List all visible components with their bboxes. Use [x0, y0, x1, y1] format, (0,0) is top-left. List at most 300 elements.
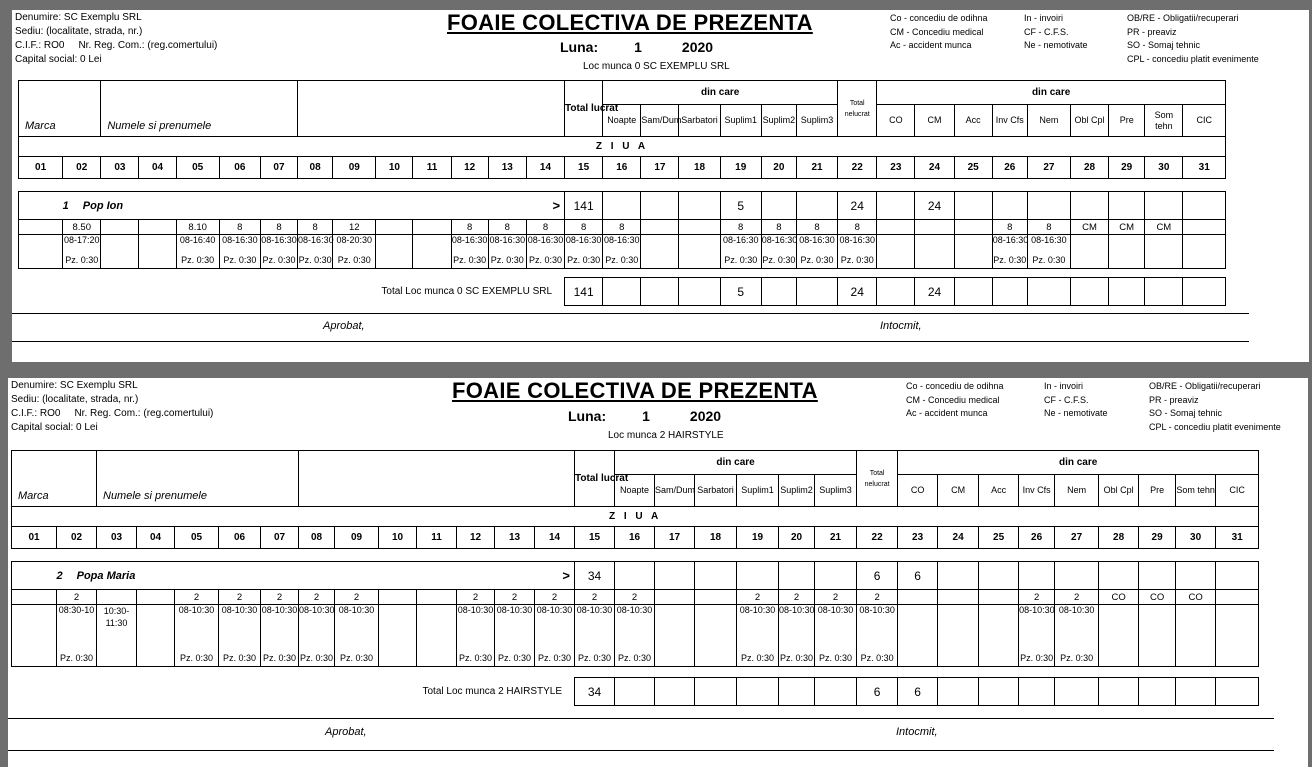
day-hours-cell: 8 [219, 220, 260, 235]
day-in-out: 08-10:30 [737, 605, 779, 651]
spacer [19, 179, 1226, 192]
day-in-out [137, 605, 175, 651]
company-cif: C.I.F.: RO0 [15, 40, 65, 51]
day-in-out [19, 235, 63, 253]
day-hours-cell: 8 [603, 220, 641, 235]
day-number: 23 [898, 527, 938, 549]
spacer [12, 549, 1259, 562]
day-number: 14 [535, 527, 575, 549]
day-number: 18 [695, 527, 737, 549]
numele-header: Numele si prenumele [97, 451, 299, 507]
legend-item: SO - Somaj tehnic [1127, 40, 1201, 50]
day-in-out: 08-10:30 [175, 605, 219, 651]
day-in-out: 08-10:30 [535, 605, 575, 651]
suplim2-header: Suplim2 [761, 105, 796, 137]
noapte-cell [603, 278, 641, 306]
day-in-out: 08-10:30 [457, 605, 495, 651]
day-pause: Pz. 0:30 [488, 253, 526, 269]
document-title: FOAIE COLECTIVA DE PREZENTA [452, 378, 818, 403]
legend-col-2 [1044, 380, 1108, 421]
day-pause: Pz. 0:30 [63, 253, 101, 269]
day-hours-cell: 2 [335, 590, 379, 605]
day-hours-cell: 8.50 [63, 220, 101, 235]
aprobat-label: Aprobat, [325, 726, 367, 738]
day-pause: Pz. 0:30 [176, 253, 219, 269]
intocmit-label: Intocmit, [880, 320, 922, 332]
day-number: 06 [219, 157, 260, 179]
day-in-out: 08-10:30 [219, 605, 261, 651]
day-pause [12, 651, 57, 667]
legend-item: Ne - nemotivate [1044, 408, 1108, 418]
day-number: 04 [137, 527, 175, 549]
employee-suplim1: 5 [720, 192, 761, 220]
noapte-cell [615, 562, 655, 590]
absence-cell [1145, 278, 1183, 306]
company-name: Denumire: SC Exemplu SRL [15, 12, 142, 23]
absence-cell [1019, 562, 1055, 590]
day-pause: Pz. 0:30 [298, 253, 333, 269]
ziua-header: Z I U A [19, 137, 1226, 157]
day-pause: Pz. 0:30 [575, 651, 615, 667]
legend-item: CM - Concediu medical [890, 26, 984, 37]
marca-header: Marca [12, 451, 97, 507]
employee-total-lucrat: 34 [575, 562, 615, 590]
day-in-out: 08-10:30 [335, 605, 379, 651]
absence-cell [1145, 192, 1183, 220]
legend-item: Ac - accident munca [906, 408, 988, 418]
sam-dum-cell [641, 278, 679, 306]
absence-cell [992, 278, 1027, 306]
total-loc-munca-label: Total Loc munca 2 HAIRSTYLE [12, 678, 575, 706]
day-in-out: 08-16:30 [992, 235, 1027, 253]
absence-cell [1027, 192, 1070, 220]
day-hours-cell: 2 [1019, 590, 1055, 605]
day-in-out [12, 605, 57, 651]
day-hours-cell [101, 220, 139, 235]
day-in-out [877, 235, 915, 253]
day-number: 02 [63, 157, 101, 179]
day-hours-cell [877, 220, 915, 235]
day-pause [1109, 253, 1145, 269]
day-hours-cell: 2 [575, 590, 615, 605]
day-hours-cell: CM [1070, 220, 1108, 235]
legend-item: Co - concediu de odihna [890, 13, 988, 23]
day-in-out: 08-16:30 [565, 235, 603, 253]
day-number: 16 [603, 157, 641, 179]
day-number: 23 [877, 157, 915, 179]
co-header: CO [877, 105, 915, 137]
day-in-out [376, 235, 413, 253]
employee-co: 6 [898, 562, 938, 590]
timesheet-sheet-2 [8, 378, 1308, 767]
day-number: 19 [720, 157, 761, 179]
sam-dum-cell [641, 192, 679, 220]
blank-header [298, 81, 565, 137]
day-in-out: 08-16:30 [1027, 235, 1070, 253]
day-number: 29 [1139, 527, 1176, 549]
absence-cell [1176, 562, 1216, 590]
total-co-value [877, 278, 915, 306]
absence-cell [1216, 562, 1259, 590]
company-address: Sediu: (localitate, strada, nr.) [11, 394, 139, 405]
employee-detail-arrow[interactable]: > [139, 192, 565, 220]
day-number: 14 [526, 157, 564, 179]
total-lucrat-value: 141 [565, 278, 603, 306]
day-hours-cell [97, 590, 137, 605]
day-pause: Pz. 0:30 [219, 253, 260, 269]
day-in-out [1109, 235, 1145, 253]
sam-dum-cell [655, 562, 695, 590]
suplim1-header: Suplim1 [720, 105, 761, 137]
day-number: 27 [1027, 157, 1070, 179]
aprobat-label: Aprobat, [323, 320, 365, 332]
day-pause: Pz. 0:30 [815, 651, 857, 667]
inv-cfs-header: Inv Cfs [992, 105, 1027, 137]
day-pause [417, 651, 457, 667]
day-number: 11 [417, 527, 457, 549]
day-pause: Pz. 0:30 [57, 651, 97, 667]
day-number: 11 [413, 157, 451, 179]
total-lucrat-header: Total lucrat [565, 81, 603, 137]
day-pause: Pz. 0:30 [219, 651, 261, 667]
day-hours-cell [979, 590, 1019, 605]
day-number: 25 [979, 527, 1019, 549]
day-pause [137, 651, 175, 667]
employee-pad [19, 192, 63, 220]
absence-cell [1183, 192, 1226, 220]
day-number: 02 [57, 527, 97, 549]
day-pause [954, 253, 992, 269]
day-in-out: 08-16:30 [260, 235, 297, 253]
day-in-out: 08-17:20 [63, 235, 101, 253]
day-pause [1139, 651, 1176, 667]
day-number: 22 [857, 527, 898, 549]
day-hours-cell: 8 [992, 220, 1027, 235]
day-pause [1145, 253, 1183, 269]
day-pause [379, 651, 417, 667]
day-number: 31 [1216, 527, 1259, 549]
suplim2-cell [761, 192, 796, 220]
day-pause: Pz. 0:30 [1027, 253, 1070, 269]
day-pause [679, 253, 720, 269]
day-number: 26 [992, 157, 1027, 179]
nem-header: Nem [1027, 105, 1070, 137]
day-hours-cell: 8 [298, 220, 333, 235]
legend-item: CF - C.F.S. [1044, 394, 1089, 405]
legend-item: CF - C.F.S. [1024, 26, 1069, 37]
day-in-out: 08-10:30 [495, 605, 535, 651]
cm-header: CM [938, 475, 979, 507]
absence-cell [1019, 678, 1055, 706]
day-in-out [413, 235, 451, 253]
day-in-out [1145, 235, 1183, 253]
legend-item: Ne - nemotivate [1024, 40, 1088, 50]
absence-cell [1070, 278, 1108, 306]
divider [8, 750, 1274, 751]
legend-col-3 [1149, 380, 1281, 434]
absence-cell [1027, 278, 1070, 306]
day-hours-cell [641, 220, 679, 235]
day-hours-cell [938, 590, 979, 605]
total-nelucrat-header: Total nelucrat [838, 81, 877, 137]
day-pause: Pz. 0:30 [457, 651, 495, 667]
luna-label: Luna: [560, 39, 599, 55]
day-number: 13 [488, 157, 526, 179]
day-in-out [898, 605, 938, 651]
cm-header: CM [915, 105, 954, 137]
absence-cell [1099, 678, 1139, 706]
ziua-header: Z I U A [12, 507, 1259, 527]
divider [8, 718, 1274, 719]
sarbatori-cell [695, 562, 737, 590]
day-pause: Pz. 0:30 [779, 651, 815, 667]
day-number: 01 [19, 157, 63, 179]
day-pause [915, 253, 954, 269]
suplim1-header: Suplim1 [737, 475, 779, 507]
day-hours-cell: 12 [333, 220, 376, 235]
marca-header: Marca [19, 81, 101, 137]
day-hours-cell: 8 [488, 220, 526, 235]
day-number: 12 [451, 157, 488, 179]
day-hours-cell: 2 [299, 590, 335, 605]
day-number: 05 [176, 157, 219, 179]
timesheet-table [18, 80, 1226, 306]
day-number: 18 [679, 157, 720, 179]
suplim2-cell [761, 278, 796, 306]
month-line [560, 39, 713, 55]
day-number: 29 [1109, 157, 1145, 179]
som-tehn-header: Som tehn [1145, 105, 1183, 137]
spacer [19, 269, 1226, 278]
day-pause: Pz. 0:30 [333, 253, 376, 269]
day-pause: Pz. 0:30 [1055, 651, 1099, 667]
year-value: 2020 [681, 39, 714, 55]
loc-munca-label: Loc munca 0 SC EXEMPLU SRL [583, 61, 730, 72]
employee-total-nelucrat: 6 [857, 562, 898, 590]
day-hours-cell: 8 [720, 220, 761, 235]
day-hours-cell: 2 [57, 590, 97, 605]
day-in-out [101, 235, 139, 253]
employee-name: Pop Ion [82, 199, 124, 212]
employee-detail-arrow[interactable]: > [137, 562, 575, 590]
day-hours-cell [376, 220, 413, 235]
legend-item: Co - concediu de odihna [906, 381, 1004, 391]
suplim3-cell [815, 678, 857, 706]
day-pause [19, 253, 63, 269]
day-number: 31 [1183, 157, 1226, 179]
legend-item: In - invoiri [1044, 381, 1084, 391]
divider [12, 341, 1249, 342]
obl-cpl-header: Obl Cpl [1099, 475, 1139, 507]
day-number: 07 [261, 527, 299, 549]
company-address: Sediu: (localitate, strada, nr.) [15, 26, 143, 37]
day-in-out: 08-16:30 [603, 235, 641, 253]
day-number: 30 [1176, 527, 1216, 549]
day-hours-cell: 2 [495, 590, 535, 605]
day-hours-cell: 8 [796, 220, 837, 235]
day-number: 21 [796, 157, 837, 179]
day-pause: Pz. 0:30 [261, 651, 299, 667]
obl-cpl-header: Obl Cpl [1070, 105, 1108, 137]
day-hours-cell [139, 220, 176, 235]
day-number: 19 [737, 527, 779, 549]
day-pause [898, 651, 938, 667]
day-hours-cell [695, 590, 737, 605]
day-in-out: 08-16:30 [796, 235, 837, 253]
company-capital: Capital social: 0 Lei [11, 422, 98, 433]
employee-marca: 1 [62, 199, 69, 212]
suplim3-cell [796, 192, 837, 220]
employee-cm: 24 [915, 192, 954, 220]
total-nelucrat-value: 24 [838, 278, 877, 306]
day-number: 20 [779, 527, 815, 549]
day-pause: Pz. 0:30 [737, 651, 779, 667]
loc-munca-label: Loc munca 2 HAIRSTYLE [608, 430, 724, 441]
day-hours-cell: 2 [857, 590, 898, 605]
absence-cell [1109, 278, 1145, 306]
day-hours-cell: 8 [761, 220, 796, 235]
day-pause [877, 253, 915, 269]
day-pause: Pz. 0:30 [1019, 651, 1055, 667]
spacer [12, 667, 1259, 678]
day-in-out [641, 235, 679, 253]
employee-co [877, 192, 915, 220]
day-number: 09 [333, 157, 376, 179]
blank-header [299, 451, 575, 507]
day-hours-cell [898, 590, 938, 605]
day-number: 04 [139, 157, 176, 179]
day-in-out: 08-16:40 [176, 235, 219, 253]
day-number: 16 [615, 527, 655, 549]
day-pause: Pz. 0:30 [565, 253, 603, 269]
month-line [568, 408, 721, 424]
day-in-out: 08-10:30 [299, 605, 335, 651]
noapte-header: Noapte [603, 105, 641, 137]
legend-col-1 [906, 380, 1004, 421]
day-number: 17 [655, 527, 695, 549]
sam-dum-header: Sam/Dum [655, 475, 695, 507]
day-in-out: 08-16:30 [838, 235, 877, 253]
legend-item: CPL - concediu platit evenimente [1149, 421, 1281, 432]
absence-cell [1183, 278, 1226, 306]
total-suplim1-value: 5 [720, 278, 761, 306]
day-number: 08 [298, 157, 333, 179]
day-number: 22 [838, 157, 877, 179]
day-number: 28 [1099, 527, 1139, 549]
luna-label: Luna: [568, 408, 607, 424]
legend-item: PR - preaviz [1127, 26, 1177, 37]
day-hours-cell [954, 220, 992, 235]
divider [12, 313, 1249, 314]
legend-item: OB/RE - Obligatii/recuperari [1127, 13, 1239, 23]
suplim3-cell [815, 562, 857, 590]
legend-col-2 [1024, 12, 1088, 53]
day-hours-cell [1216, 590, 1259, 605]
day-hours-cell: CO [1139, 590, 1176, 605]
day-pause: Pz. 0:30 [526, 253, 564, 269]
day-number: 20 [761, 157, 796, 179]
day-in-out [655, 605, 695, 651]
total-cm-value: 24 [915, 278, 954, 306]
day-pause [641, 253, 679, 269]
day-in-out: 08-16:30 [219, 235, 260, 253]
day-pause [139, 253, 176, 269]
company-capital: Capital social: 0 Lei [15, 54, 102, 65]
total-lucrat-value: 34 [575, 678, 615, 706]
month-value: 1 [642, 408, 650, 424]
total-co-value: 6 [898, 678, 938, 706]
day-in-out [954, 235, 992, 253]
day-in-out: 08-10:30 [857, 605, 898, 651]
day-pause: Pz. 0:30 [838, 253, 877, 269]
day-hours-cell [19, 220, 63, 235]
absence-cell [1176, 678, 1216, 706]
timesheet-table [11, 450, 1259, 706]
day-hours-cell: 2 [261, 590, 299, 605]
day-hours-cell [1183, 220, 1226, 235]
day-number: 07 [260, 157, 297, 179]
day-in-out [1216, 605, 1259, 651]
noapte-cell [615, 678, 655, 706]
absence-cell [1055, 678, 1099, 706]
intocmit-label: Intocmit, [896, 726, 938, 738]
day-pause [1216, 651, 1259, 667]
day-number: 13 [495, 527, 535, 549]
day-hours-cell: 2 [535, 590, 575, 605]
employee-marca: 2 [56, 569, 63, 582]
day-number: 24 [915, 157, 954, 179]
absence-cell [1099, 562, 1139, 590]
acc-header: Acc [954, 105, 992, 137]
day-number: 08 [299, 527, 335, 549]
day-number: 30 [1145, 157, 1183, 179]
day-in-out [1139, 605, 1176, 651]
day-hours-cell: 8 [565, 220, 603, 235]
day-number: 12 [457, 527, 495, 549]
day-pause: Pz. 0:30 [495, 651, 535, 667]
sarbatori-header: Sarbatori [679, 105, 720, 137]
din-care-header: din care [603, 81, 838, 105]
day-in-out [915, 235, 954, 253]
inv-cfs-header: Inv Cfs [1019, 475, 1055, 507]
day-hours-cell: 2 [615, 590, 655, 605]
legend-item: SO - Somaj tehnic [1149, 408, 1223, 418]
numele-header: Numele si prenumele [101, 81, 298, 137]
legend-col-3 [1127, 12, 1259, 66]
day-hours-cell: 2 [737, 590, 779, 605]
sarbatori-cell [695, 678, 737, 706]
day-pause: Pz. 0:30 [535, 651, 575, 667]
day-in-out: 08-16:30 [298, 235, 333, 253]
day-pause: Pz. 0:30 [761, 253, 796, 269]
absence-cell [954, 278, 992, 306]
day-number: 21 [815, 527, 857, 549]
suplim2-header: Suplim2 [779, 475, 815, 507]
legend-item: CPL - concediu platit evenimente [1127, 53, 1259, 64]
day-hours-cell [915, 220, 954, 235]
company-header [15, 11, 217, 67]
day-number: 24 [938, 527, 979, 549]
din-care-header: din care [615, 451, 857, 475]
employee-pad [12, 562, 57, 590]
day-in-out: 08-10:30 [779, 605, 815, 651]
day-in-out [979, 605, 1019, 651]
day-number: 09 [335, 527, 379, 549]
day-number: 05 [175, 527, 219, 549]
company-header [11, 379, 213, 435]
total-cm-value [938, 678, 979, 706]
day-in-out: 08-10:30 [815, 605, 857, 651]
